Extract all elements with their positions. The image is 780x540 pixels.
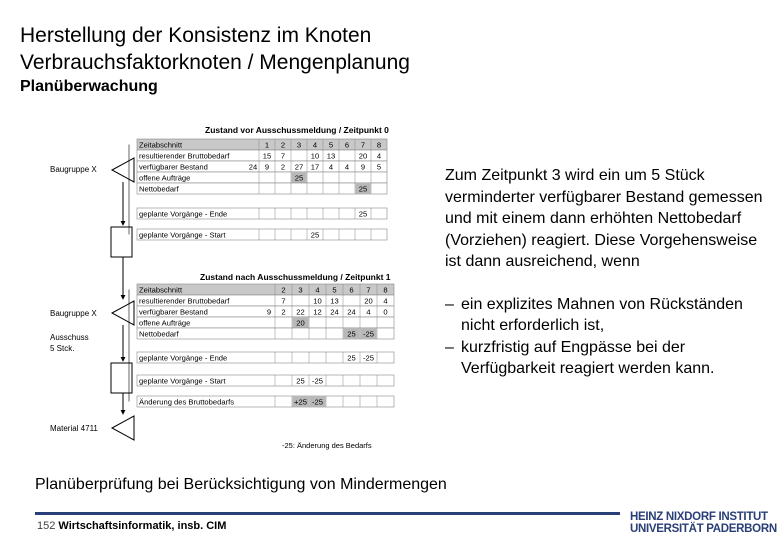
explanation-text — [445, 165, 765, 380]
footer-divider — [35, 512, 620, 515]
table-bottom-note: -25: Änderung des Bedarfs — [282, 441, 372, 450]
cell-value: 25 — [358, 209, 368, 219]
slide-title — [20, 22, 410, 76]
cell-value: 2 — [281, 285, 286, 295]
row-label: geplante Vorgänge - Ende — [139, 209, 228, 219]
row-label: geplante Vorgänge - Start — [139, 230, 226, 240]
cell-value: 7 — [360, 140, 366, 150]
title-line-1: Herstellung der Konsistenz im Knoten — [20, 24, 372, 47]
cell-value: 4 — [366, 307, 371, 317]
cell-value: 2 — [280, 162, 286, 172]
cell-value: 12 — [313, 307, 322, 317]
diagram-connectors — [111, 158, 134, 440]
cell-value: 3 — [296, 140, 302, 150]
condition-text: ein explizites Mahnen von Rückständen nicht erforderlich ist, — [461, 295, 743, 334]
cell-value: 15 — [262, 151, 272, 161]
cell-value: 13 — [330, 296, 339, 306]
cell-value: 6 — [349, 285, 354, 295]
row-start-value: 24 — [248, 162, 258, 172]
table-top-title: Zustand vor Ausschussmeldung / Zeitpunkt 0 — [205, 125, 389, 135]
cell-value: 25 — [310, 230, 320, 240]
row-label: geplante Vorgänge - Ende — [139, 353, 228, 363]
condition-item — [445, 294, 765, 337]
cell-value: 20 — [358, 151, 368, 161]
cell-value: 25 — [294, 173, 304, 183]
cell-value: 24 — [330, 307, 339, 317]
condition-item — [445, 337, 765, 380]
cell-value: 24 — [347, 307, 356, 317]
slide-subtitle: Planüberwachung — [20, 78, 158, 95]
bullet-dash: – — [445, 338, 454, 356]
label-ausschuss-2: 5 Stck. — [50, 344, 75, 353]
row-label: verfügbarer Bestand — [139, 162, 208, 172]
condition-list — [445, 294, 765, 380]
label-material: Material 4711 — [50, 424, 98, 433]
condition-text: kurzfristig auf Engpässe bei der Verfügbarkeit reagiert werden kann. — [461, 338, 715, 377]
row-label: resultierender Bruttobedarf — [139, 151, 230, 161]
explanation-paragraph: Zum Zeitpunkt 3 wird ein um 5 Stück verminderter verfügbarer Bestand gemessen und mit einem dann erhöhten Nettobedarf (Vorziehen) reagiert. Diese Vorgehensweise ist dann ausreichend, wenn — [445, 167, 763, 270]
institute-logo — [630, 511, 777, 535]
logo-line-1: HEINZ NIXDORF INSTITUT — [630, 511, 768, 523]
cell-value: -25 — [312, 397, 323, 407]
title-line-2: Verbrauchsfaktorknoten / Mengenplanung — [20, 51, 410, 74]
bullet-dash: – — [445, 295, 454, 313]
cell-value: 5 — [376, 162, 382, 172]
cell-value: 9 — [360, 162, 366, 172]
triangle-baugruppe-top — [112, 158, 134, 182]
footer-course — [37, 520, 226, 532]
cell-value: 5 — [332, 285, 337, 295]
label-baugruppe-top: Baugruppe X — [50, 165, 97, 174]
cell-value: 25 — [358, 184, 368, 194]
cell-value: 9 — [264, 162, 270, 172]
cell-value: 4 — [376, 151, 382, 161]
label-baugruppe-bottom: Baugruppe X — [50, 309, 97, 318]
cell-value: 7 — [281, 296, 286, 306]
row-label: Nettobedarf — [139, 329, 179, 339]
cell-value: 20 — [296, 318, 305, 328]
row-label: offene Aufträge — [139, 173, 191, 183]
cell-value: 6 — [344, 140, 350, 150]
row-label: Zeitabschnitt — [139, 285, 183, 295]
row-label: Nettobedarf — [139, 184, 179, 194]
triangle-baugruppe-bottom — [112, 301, 134, 325]
row-label: Änderung des Bruttobedarfs — [139, 397, 234, 407]
cell-value: 2 — [281, 307, 286, 317]
cell-value: 10 — [310, 151, 320, 161]
cell-value: 3 — [298, 285, 303, 295]
cell-value: -25 — [363, 329, 374, 339]
cell-value: 4 — [312, 140, 318, 150]
page-number: 152 — [37, 520, 56, 532]
plan-diagram — [0, 118, 420, 458]
course-name: Wirtschaftsinformatik, insb. CIM — [58, 520, 227, 532]
triangle-material — [112, 416, 134, 440]
cell-value: 4 — [328, 162, 334, 172]
cell-value: 25 — [296, 376, 305, 386]
row-label: geplante Vorgänge - Start — [139, 376, 226, 386]
caption: Planüberprüfung bei Berücksichtigung von Mindermengen — [35, 476, 447, 493]
cell-value: 7 — [366, 285, 371, 295]
cell-value: 27 — [294, 162, 304, 172]
cell-value: 20 — [364, 296, 373, 306]
row-start-value: 9 — [266, 307, 272, 317]
cell-value: 4 — [315, 285, 320, 295]
cell-value: +25 — [294, 397, 307, 407]
cell-value: 13 — [326, 151, 336, 161]
row-label: resultierender Bruttobedarf — [139, 296, 230, 306]
label-ausschuss-1: Ausschuss — [50, 333, 89, 342]
cell-value: 0 — [383, 307, 388, 317]
cell-value: 5 — [328, 140, 334, 150]
row-label: offene Aufträge — [139, 318, 191, 328]
cell-value: 25 — [347, 329, 356, 339]
table-bottom-title: Zustand nach Ausschussmeldung / Zeitpunkt 1 — [200, 272, 391, 282]
cell-value: 4 — [344, 162, 350, 172]
row-label: verfügbarer Bestand — [139, 307, 208, 317]
cell-value: 22 — [296, 307, 305, 317]
cell-value: 17 — [310, 162, 320, 172]
logo-line-2: UNIVERSITÄT PADERBORN — [630, 523, 777, 535]
cell-value: 4 — [383, 296, 388, 306]
cell-value: 8 — [383, 285, 388, 295]
cell-value: 2 — [280, 140, 286, 150]
cell-value: 1 — [264, 140, 270, 150]
cell-value: 25 — [347, 353, 356, 363]
cell-value: 7 — [280, 151, 286, 161]
cell-value: -25 — [363, 353, 374, 363]
cell-value: -25 — [312, 376, 323, 386]
cell-value: 10 — [313, 296, 322, 306]
row-label: Zeitabschnitt — [139, 140, 183, 150]
cell-value: 8 — [376, 140, 382, 150]
